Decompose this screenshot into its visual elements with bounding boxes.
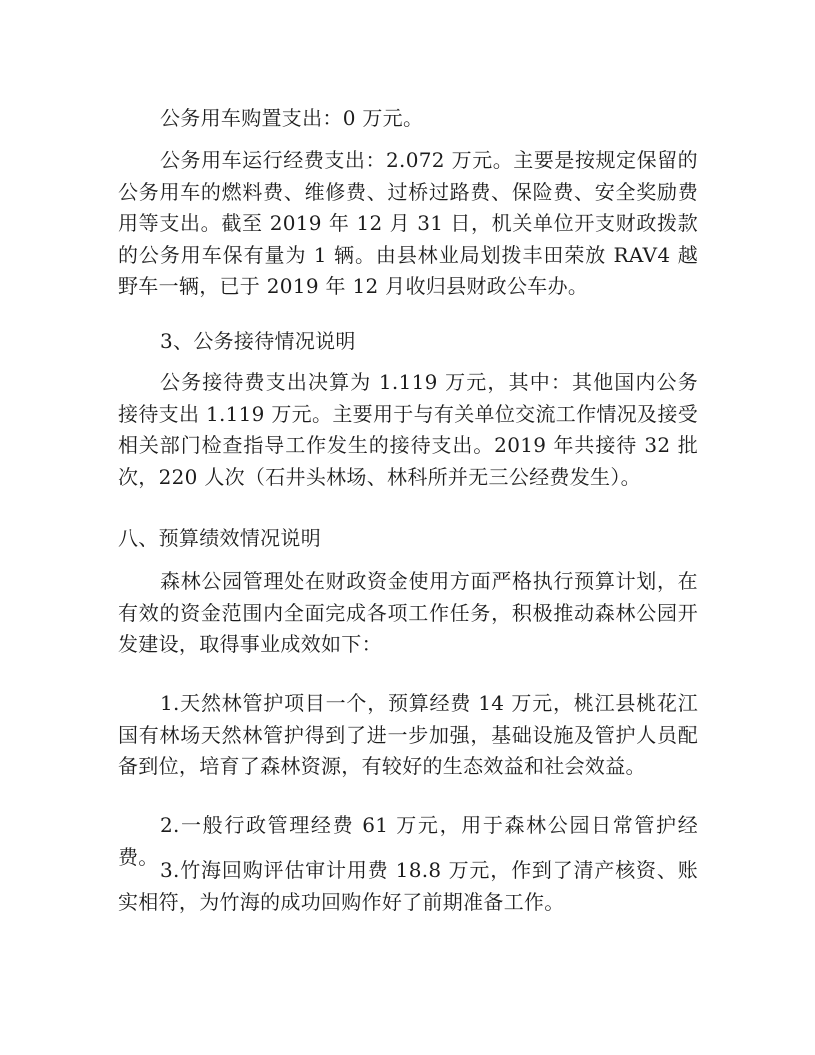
paragraph-item-3: 3.竹海回购评估审计用费 18.8 万元，作到了清产核资、账实相符，为竹海的成功回购作好了前期准备工作。 bbox=[118, 858, 698, 914]
paragraph-reception-heading: 3、公务接待情况说明 bbox=[160, 329, 356, 353]
section-heading-performance: 八、预算绩效情况说明 bbox=[118, 526, 321, 550]
paragraph-item-1: 1.天然林管护项目一个，预算经费 14 万元，桃江县桃花江国有林场天然林管护得到了进一步加强，基础设施及管护人员配备到位，培育了森林资源，有较好的生态效益和社会效益。 bbox=[118, 691, 698, 778]
paragraph-item-2: 2.一般行政管理经费 61 万元，用于森林公园日常管护经费。 bbox=[118, 813, 698, 869]
paragraph-reception-expense: 公务接待费支出决算为 1.119 万元，其中：其他国内公务接待支出 1.119 万元。主要用于与有关单位交流工作情况及接受相关部门检查指导工作发生的接待支出。2019 年共接待 32 批次，220 人次（石井头林场、林科所并无三公经费发生）。 bbox=[118, 370, 698, 489]
paragraph-vehicle-operation: 公务用车运行经费支出：2.072 万元。主要是按规定保留的公务用车的燃料费、维修费、过桥过路费、保险费、安全奖励费用等支出。截至 2019 年 12 月 31 日，机关单位开支财政拨款的公务用车保有量为 1 辆。由县林业局划拨丰田荣放 RAV4 越野车一辆，已于 2019 年 12 月收归县财政公车办。 bbox=[118, 148, 698, 298]
paragraph-performance-intro: 森林公园管理处在财政资金使用方面严格执行预算计划，在有效的资金范围内全面完成各项工作任务，积极推动森林公园开发建设，取得事业成效如下： bbox=[118, 569, 698, 656]
paragraph-vehicle-purchase: 公务用车购置支出：0 万元。 bbox=[160, 106, 424, 130]
